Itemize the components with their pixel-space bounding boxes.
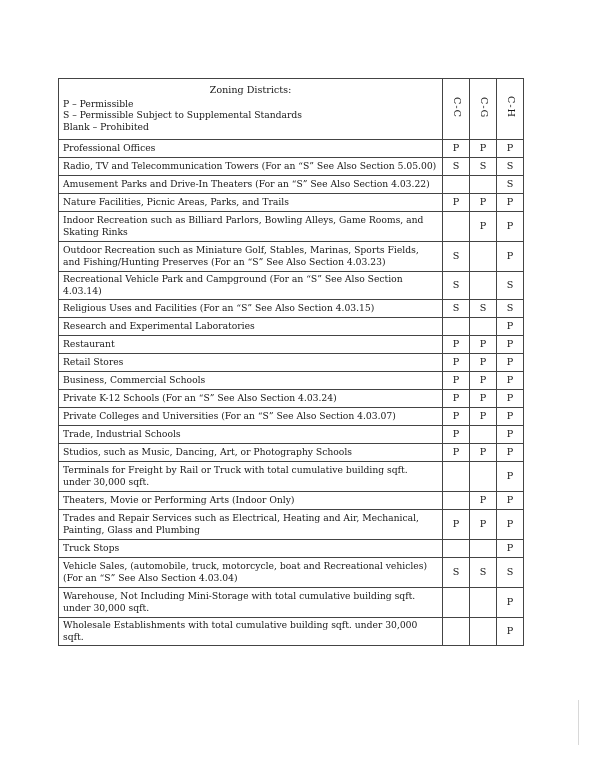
code-cg: P (470, 390, 497, 408)
use-description: Private K-12 Schools (For an “S” See Also Section 4.03.24) (59, 390, 443, 408)
use-description: Nature Facilities, Picnic Areas, Parks, and Trails (59, 194, 443, 212)
legend-title: Zoning Districts: (209, 84, 292, 96)
code-ch: P (497, 540, 524, 558)
zoning-legend (59, 79, 443, 140)
code-cc: P (443, 444, 470, 462)
legend-supplemental: S – Permissible Subject to Supplemental Standards (63, 110, 302, 122)
code-cc (443, 492, 470, 510)
code-ch: P (497, 354, 524, 372)
code-cg (470, 462, 497, 492)
code-cg (470, 540, 497, 558)
code-cg: P (470, 194, 497, 212)
legend-permissible: P – Permissible (63, 98, 134, 110)
zoning-table (58, 78, 524, 646)
use-description: Warehouse, Not Including Mini-Storage with total cumulative building sqft. under 30,000 sqft. (59, 588, 443, 618)
code-cc: P (443, 408, 470, 426)
use-description: Private Colleges and Universities (For an “S” See Also Section 4.03.07) (59, 408, 443, 426)
use-description: Research and Experimental Laboratories (59, 318, 443, 336)
code-ch: P (497, 462, 524, 492)
use-description: Theaters, Movie or Performing Arts (Indoor Only) (59, 492, 443, 510)
table-body (59, 140, 524, 646)
district-header-ch: C-H (497, 79, 524, 140)
code-cg: S (470, 158, 497, 176)
code-cc (443, 618, 470, 646)
use-description: Restaurant (59, 336, 443, 354)
code-ch: P (497, 426, 524, 444)
code-cc: P (443, 354, 470, 372)
use-description: Professional Offices (59, 140, 443, 158)
code-cc (443, 176, 470, 194)
use-description: Religious Uses and Facilities (For an “S” See Also Section 4.03.15) (59, 300, 443, 318)
code-cg: P (470, 492, 497, 510)
use-description: Outdoor Recreation such as Miniature Golf, Stables, Marinas, Sports Fields, and Fishing/Hunting Preserves (For an “S” See Also Section 4.03.23) (59, 242, 443, 272)
code-cc: P (443, 390, 470, 408)
code-cg: P (470, 336, 497, 354)
code-ch: P (497, 194, 524, 212)
code-cc: S (443, 272, 470, 300)
use-description: Terminals for Freight by Rail or Truck with total cumulative building sqft. under 30,000 sqft. (59, 462, 443, 492)
code-cg: P (470, 140, 497, 158)
code-cg: P (470, 212, 497, 242)
code-cg: P (470, 408, 497, 426)
use-description: Radio, TV and Telecommunication Towers (For an “S” See Also Section 5.05.00) (59, 158, 443, 176)
code-ch: P (497, 618, 524, 646)
use-description: Amusement Parks and Drive-In Theaters (For an “S” See Also Section 4.03.22) (59, 176, 443, 194)
code-ch: P (497, 588, 524, 618)
code-cc: P (443, 372, 470, 390)
district-header-cc: C-C (443, 79, 470, 140)
code-ch: P (497, 212, 524, 242)
district-header-cg: C-G (470, 79, 497, 140)
code-cg: P (470, 372, 497, 390)
code-cg (470, 242, 497, 272)
code-ch: P (497, 492, 524, 510)
code-ch: P (497, 390, 524, 408)
code-cg (470, 618, 497, 646)
code-ch: S (497, 558, 524, 588)
code-cc (443, 588, 470, 618)
code-cc: P (443, 140, 470, 158)
use-description: Retail Stores (59, 354, 443, 372)
code-ch: P (497, 242, 524, 272)
use-description: Trades and Repair Services such as Electrical, Heating and Air, Mechanical, Painting, Glass and Plumbing (59, 510, 443, 540)
code-ch: P (497, 408, 524, 426)
code-ch: S (497, 158, 524, 176)
code-ch: P (497, 318, 524, 336)
code-cg: S (470, 558, 497, 588)
use-description: Recreational Vehicle Park and Campground (For an “S” See Also Section 4.03.14) (59, 272, 443, 300)
code-cc: P (443, 426, 470, 444)
code-cc: S (443, 558, 470, 588)
use-description: Business, Commercial Schools (59, 372, 443, 390)
code-cg (470, 318, 497, 336)
code-cc (443, 318, 470, 336)
code-cg (470, 588, 497, 618)
code-cc: S (443, 158, 470, 176)
code-ch: S (497, 300, 524, 318)
code-cg: P (470, 444, 497, 462)
scan-artifact-line (578, 700, 579, 745)
code-cc: P (443, 336, 470, 354)
code-cc: S (443, 300, 470, 318)
code-cc: P (443, 194, 470, 212)
code-ch: P (497, 444, 524, 462)
code-cg: P (470, 354, 497, 372)
code-ch: P (497, 336, 524, 354)
code-cg: P (470, 510, 497, 540)
code-cc: P (443, 510, 470, 540)
code-cg (470, 426, 497, 444)
code-ch: S (497, 176, 524, 194)
code-cg: S (470, 300, 497, 318)
use-description: Studios, such as Music, Dancing, Art, or Photography Schools (59, 444, 443, 462)
code-ch: P (497, 510, 524, 540)
use-description: Trade, Industrial Schools (59, 426, 443, 444)
code-cg (470, 176, 497, 194)
legend-prohibited: Blank – Prohibited (63, 121, 149, 133)
use-description: Vehicle Sales, (automobile, truck, motorcycle, boat and Recreational vehicles) (For an “S” See Also Section 4.03.04) (59, 558, 443, 588)
code-cc (443, 212, 470, 242)
use-description: Wholesale Establishments with total cumulative building sqft. under 30,000 sqft. (59, 618, 443, 646)
code-ch: P (497, 140, 524, 158)
code-cc (443, 540, 470, 558)
table-header-row (59, 79, 524, 140)
code-cc (443, 462, 470, 492)
code-cg (470, 272, 497, 300)
use-description: Indoor Recreation such as Billiard Parlors, Bowling Alleys, Game Rooms, and Skating Rinks (59, 212, 443, 242)
code-ch: P (497, 372, 524, 390)
use-description: Truck Stops (59, 540, 443, 558)
code-ch: S (497, 272, 524, 300)
code-cc: S (443, 242, 470, 272)
